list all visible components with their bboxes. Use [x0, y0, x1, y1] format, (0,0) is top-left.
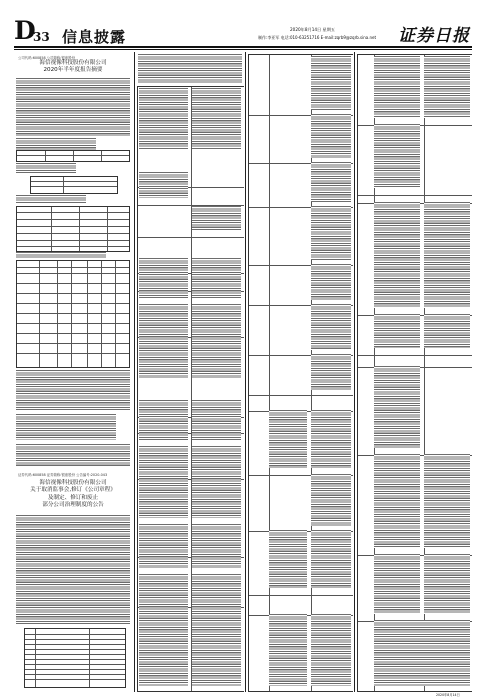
notice-title	[14, 480, 132, 510]
financial-data-table	[16, 206, 130, 252]
column-divider	[354, 52, 355, 692]
table-cell-text	[311, 530, 351, 588]
column-4	[356, 52, 472, 692]
table-cell-text	[311, 410, 351, 468]
notice-company: 海信视像科技股份有限公司	[39, 480, 107, 486]
annual-report-company: 海信视像科技股份有限公司	[39, 60, 107, 66]
table-cell-text	[374, 314, 420, 348]
masthead-rule	[14, 46, 472, 48]
text-block	[16, 163, 76, 173]
column-3	[247, 52, 353, 692]
table-cell-text	[374, 554, 420, 614]
table-cell-text	[192, 258, 241, 298]
table-cell-text	[311, 474, 351, 526]
text-block	[16, 78, 130, 136]
table-cell-text	[374, 454, 420, 548]
footer-note: 2020年8月14日	[436, 693, 460, 697]
table-cell-text	[139, 400, 188, 440]
table-cell-text	[192, 524, 241, 568]
column-divider	[134, 52, 135, 692]
text-block	[16, 414, 116, 440]
table-cell-text	[192, 400, 241, 440]
notice-title-line: 部分公司治理制度的公告	[42, 502, 104, 509]
table-cell-text	[269, 530, 307, 588]
company-info-table	[16, 150, 130, 162]
table-cell-text	[374, 56, 420, 118]
masthead-rule-thin	[14, 49, 472, 50]
table-cell-text	[139, 172, 188, 198]
notice-code-line: 证券代码:600858 证券简称:银座股份 公告编号:2020-043	[18, 473, 108, 477]
notice-title-line: 及制定、修订和废止	[47, 494, 99, 501]
newspaper-logo: 证券日报	[398, 26, 470, 46]
table-cell-text	[192, 206, 241, 230]
section-letter: D	[14, 16, 36, 45]
annual-report-name: 2020年半年度报告摘要	[43, 67, 103, 74]
column-1	[14, 52, 132, 692]
amendment-table	[24, 628, 126, 688]
table-cell-text	[311, 206, 351, 260]
table-cell-text	[424, 56, 470, 118]
table-cell-text	[311, 304, 351, 350]
stock-code-line: 公司代码:600858 公司简称:银座股份	[18, 56, 75, 60]
table-cell-text	[424, 314, 470, 348]
section-title: 信息披露	[62, 28, 127, 46]
text-block	[16, 444, 130, 466]
table-cell-text	[424, 202, 470, 308]
text-block	[16, 195, 86, 203]
table-cell-text	[269, 410, 307, 468]
editor-contact: 制作:李亚军 电话:010-63251716 E-mail:zqrb9@zqrb.sina.net	[258, 35, 377, 40]
text-block	[16, 138, 96, 150]
table-cell-text	[139, 446, 188, 518]
table-cell-text	[311, 114, 351, 158]
table-cell-text	[424, 554, 470, 614]
page-number: 33	[33, 30, 50, 44]
table-cell-text	[424, 454, 470, 548]
table-cell-text	[139, 258, 188, 298]
column-2	[136, 52, 244, 692]
table-cell-text	[192, 446, 241, 518]
shareholders-table	[16, 260, 130, 368]
table-cell-text	[311, 162, 351, 202]
table-cell-text	[311, 56, 351, 110]
table-cell-text	[374, 366, 420, 448]
table-cell-text	[139, 574, 188, 686]
table-cell-text	[269, 614, 307, 686]
table-cell-text	[374, 620, 470, 686]
notice-title-line: 关于取消监事会,修订《公司章程》	[30, 487, 116, 494]
table-cell-text	[374, 124, 420, 188]
table-cell-text	[374, 202, 420, 308]
table-cell-text	[192, 304, 241, 378]
annual-report-title	[14, 60, 132, 75]
text-block	[16, 370, 130, 410]
table-cell-text	[311, 614, 351, 686]
table-cell-text	[192, 88, 241, 150]
table-cell-text	[192, 574, 241, 686]
table-cell-text	[139, 524, 188, 568]
table-cell-text	[139, 88, 188, 150]
notice-body	[16, 515, 130, 625]
table-cell-text	[311, 264, 351, 300]
text-block	[138, 54, 242, 84]
contact-table	[30, 176, 118, 194]
text-block	[16, 252, 106, 258]
table-cell-text	[311, 354, 351, 390]
table-cell-text	[139, 304, 188, 378]
issue-date: 2020年8月14日 星期五	[290, 27, 336, 32]
column-divider	[245, 52, 246, 692]
